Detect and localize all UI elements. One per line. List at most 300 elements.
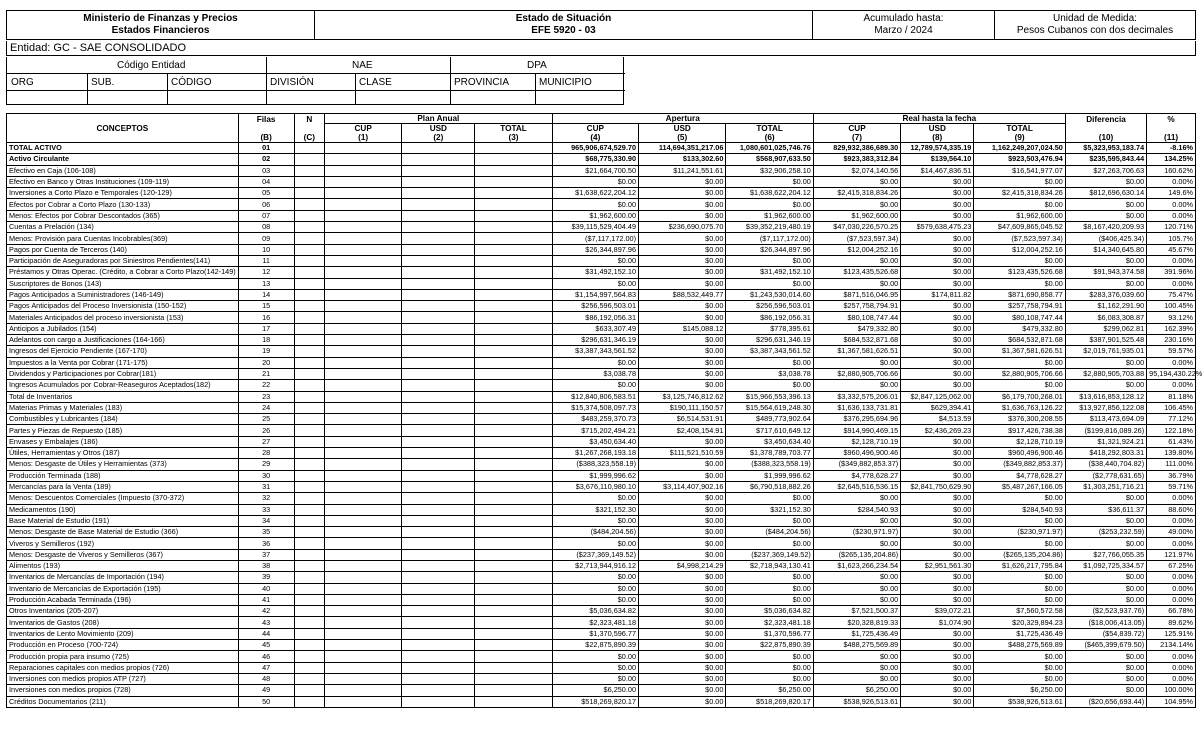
cell-real-usd: $0.00 bbox=[901, 244, 974, 255]
cell-plan-usd bbox=[402, 188, 475, 199]
cell-plan-cup bbox=[325, 560, 402, 571]
cell-apertura-total: $296,631,346.19 bbox=[726, 335, 813, 346]
row-concept: Producción propia para insumo (725) bbox=[7, 651, 239, 662]
cell-diferencia: $13,616,853,128.12 bbox=[1065, 391, 1146, 402]
row-n bbox=[294, 380, 324, 391]
cell-plan-cup bbox=[325, 549, 402, 560]
row-fila: 42 bbox=[238, 606, 294, 617]
row-n bbox=[294, 199, 324, 210]
cell-real-usd: $0.00 bbox=[901, 662, 974, 673]
cell-diferencia: $14,340,645.80 bbox=[1065, 244, 1146, 255]
row-concept: Combustibles y Lubricantes (184) bbox=[7, 414, 239, 425]
table-row bbox=[7, 640, 1196, 651]
cell-pct: 0.00% bbox=[1147, 538, 1196, 549]
row-fila: 01 bbox=[238, 143, 294, 154]
cell-plan-total bbox=[475, 572, 552, 583]
cell-plan-usd bbox=[402, 267, 475, 278]
cell-real-total: $0.00 bbox=[974, 673, 1065, 684]
dpa-label: DPA bbox=[527, 60, 547, 71]
cell-apertura-total: $0.00 bbox=[726, 594, 813, 605]
row-fila: 38 bbox=[238, 560, 294, 571]
cell-real-cup: $1,962,600.00 bbox=[813, 210, 900, 221]
cell-plan-cup bbox=[325, 176, 402, 187]
cell-diferencia: $299,062.81 bbox=[1065, 323, 1146, 334]
cell-diferencia: $27,263,706.63 bbox=[1065, 165, 1146, 176]
cell-plan-total bbox=[475, 527, 552, 538]
row-n bbox=[294, 357, 324, 368]
cell-apertura-total: $6,790,518,882.26 bbox=[726, 481, 813, 492]
row-n bbox=[294, 583, 324, 594]
cell-apertura-cup: $0.00 bbox=[552, 594, 638, 605]
cell-plan-total bbox=[475, 617, 552, 628]
row-n bbox=[294, 233, 324, 244]
row-n bbox=[294, 222, 324, 233]
cell-real-total: $284,540.93 bbox=[974, 504, 1065, 515]
cell-real-total: $47,609,865,045.52 bbox=[974, 222, 1065, 233]
cell-diferencia: $27,766,055.35 bbox=[1065, 549, 1146, 560]
cell-plan-total bbox=[475, 436, 552, 447]
cell-real-total: $1,636,763,126.22 bbox=[974, 402, 1065, 413]
cell-apertura-cup: $3,387,343,561.52 bbox=[552, 346, 638, 357]
cell-plan-total bbox=[475, 199, 552, 210]
cell-apertura-cup: $0.00 bbox=[552, 255, 638, 266]
report-header bbox=[6, 10, 1196, 40]
cell-plan-usd bbox=[402, 289, 475, 300]
table-row bbox=[7, 448, 1196, 459]
cell-pct: 106.45% bbox=[1147, 402, 1196, 413]
cell-real-usd: $0.00 bbox=[901, 312, 974, 323]
row-concept: Inventarios de Mercancías de Importación (194) bbox=[7, 572, 239, 583]
cell-plan-total bbox=[475, 402, 552, 413]
cell-apertura-cup: $1,999,996.62 bbox=[552, 470, 638, 481]
row-n bbox=[294, 143, 324, 154]
cell-real-usd: $0.00 bbox=[901, 538, 974, 549]
cell-apertura-total: $489,773,902.64 bbox=[726, 414, 813, 425]
cell-apertura-total: $22,875,890.39 bbox=[726, 640, 813, 651]
row-concept: Producción Acabada Terminada (196) bbox=[7, 594, 239, 605]
cell-real-usd: $0.00 bbox=[901, 572, 974, 583]
cell-apertura-total: $778,395.61 bbox=[726, 323, 813, 334]
row-n bbox=[294, 685, 324, 696]
cell-pct: 49.00% bbox=[1147, 527, 1196, 538]
cell-apertura-total: 1,080,601,025,746.76 bbox=[726, 143, 813, 154]
table-row bbox=[7, 267, 1196, 278]
cell-real-total: $2,880,905,706.66 bbox=[974, 368, 1065, 379]
row-concept: Anticipos a Jubilados (154) bbox=[7, 323, 239, 334]
table-row bbox=[7, 538, 1196, 549]
cell-real-total: $0.00 bbox=[974, 380, 1065, 391]
row-fila: 37 bbox=[238, 549, 294, 560]
cell-pct: 0.00% bbox=[1147, 572, 1196, 583]
row-fila: 22 bbox=[238, 380, 294, 391]
cell-apertura-total: $0.00 bbox=[726, 278, 813, 289]
cell-apertura-usd: $0.00 bbox=[639, 176, 726, 187]
cell-apertura-usd: $0.00 bbox=[639, 628, 726, 639]
cell-diferencia: $418,292,803.31 bbox=[1065, 448, 1146, 459]
cell-apertura-total: $1,999,996.62 bbox=[726, 470, 813, 481]
cell-plan-total bbox=[475, 448, 552, 459]
cell-real-cup: $2,074,140.56 bbox=[813, 165, 900, 176]
col-apertura-cup: CUP (4) bbox=[552, 124, 638, 143]
cell-apertura-cup: $1,962,600.00 bbox=[552, 210, 638, 221]
cell-plan-usd bbox=[402, 481, 475, 492]
row-n bbox=[294, 188, 324, 199]
cell-real-cup: $1,623,266,234.54 bbox=[813, 560, 900, 571]
cell-plan-cup bbox=[325, 685, 402, 696]
cell-plan-cup bbox=[325, 617, 402, 628]
cell-plan-cup bbox=[325, 538, 402, 549]
table-row bbox=[7, 685, 1196, 696]
cell-real-total: $20,329,894.23 bbox=[974, 617, 1065, 628]
cell-real-total: $684,532,871.68 bbox=[974, 335, 1065, 346]
cell-pct: 95,194,430.22% bbox=[1147, 368, 1196, 379]
cell-plan-usd bbox=[402, 673, 475, 684]
cell-apertura-cup: $2,323,481.18 bbox=[552, 617, 638, 628]
cell-real-total: $0.00 bbox=[974, 493, 1065, 504]
cell-pct: 149.6% bbox=[1147, 188, 1196, 199]
cell-real-usd: $0.00 bbox=[901, 357, 974, 368]
cell-plan-total bbox=[475, 459, 552, 470]
cell-real-cup: $0.00 bbox=[813, 357, 900, 368]
cell-diferencia: $13,927,856,122.08 bbox=[1065, 402, 1146, 413]
cell-plan-total bbox=[475, 233, 552, 244]
cell-apertura-usd: $0.00 bbox=[639, 312, 726, 323]
report-title: Estado de Situación bbox=[515, 13, 612, 24]
cell-real-total: ($265,135,204.86) bbox=[974, 549, 1065, 560]
cell-apertura-usd: $0.00 bbox=[639, 640, 726, 651]
cell-apertura-total: $0.00 bbox=[726, 493, 813, 504]
row-fila: 13 bbox=[238, 278, 294, 289]
table-row bbox=[7, 606, 1196, 617]
cell-plan-cup bbox=[325, 583, 402, 594]
cell-pct: 93.12% bbox=[1147, 312, 1196, 323]
cell-apertura-usd: $0.00 bbox=[639, 188, 726, 199]
cell-real-usd: $0.00 bbox=[901, 594, 974, 605]
cell-apertura-cup: ($7,117,172.00) bbox=[552, 233, 638, 244]
cell-real-usd: $0.00 bbox=[901, 436, 974, 447]
period-label: Acumulado hasta: bbox=[863, 13, 944, 24]
cell-apertura-usd: $0.00 bbox=[639, 233, 726, 244]
table-row bbox=[7, 662, 1196, 673]
cell-apertura-usd: $0.00 bbox=[639, 572, 726, 583]
cell-apertura-total: $0.00 bbox=[726, 255, 813, 266]
cell-pct: 121.97% bbox=[1147, 549, 1196, 560]
row-fila: 40 bbox=[238, 583, 294, 594]
cell-real-usd: $0.00 bbox=[901, 210, 974, 221]
row-concept: Base Material de Estudio (191) bbox=[7, 515, 239, 526]
row-concept: Pagos por Cuenta de Terceros (140) bbox=[7, 244, 239, 255]
cell-plan-cup bbox=[325, 662, 402, 673]
balance-table bbox=[6, 113, 1202, 708]
cell-real-total: ($230,971.97) bbox=[974, 527, 1065, 538]
cell-plan-usd bbox=[402, 617, 475, 628]
cell-apertura-cup: $5,036,634.82 bbox=[552, 606, 638, 617]
col-pct: % (11) bbox=[1147, 114, 1196, 143]
cell-plan-total bbox=[475, 651, 552, 662]
cell-real-usd: $0.00 bbox=[901, 323, 974, 334]
row-fila: 47 bbox=[238, 662, 294, 673]
row-concept: Pagos Anticipados del Proceso Inversionista (150-152) bbox=[7, 301, 239, 312]
cell-plan-usd bbox=[402, 436, 475, 447]
cell-real-cup: $284,540.93 bbox=[813, 504, 900, 515]
cell-plan-usd bbox=[402, 210, 475, 221]
table-row bbox=[7, 515, 1196, 526]
cell-diferencia: ($465,399,679.50) bbox=[1065, 640, 1146, 651]
cell-diferencia: ($20,656,693.44) bbox=[1065, 696, 1146, 707]
cell-apertura-usd: $0.00 bbox=[639, 278, 726, 289]
cell-plan-total bbox=[475, 560, 552, 571]
cell-apertura-total: $1,370,596.77 bbox=[726, 628, 813, 639]
cell-plan-total bbox=[475, 662, 552, 673]
cell-apertura-usd: $236,690,075.70 bbox=[639, 222, 726, 233]
cell-diferencia: $1,162,291.90 bbox=[1065, 301, 1146, 312]
cell-plan-usd bbox=[402, 143, 475, 154]
cell-real-cup: $0.00 bbox=[813, 673, 900, 684]
cell-real-usd: $0.00 bbox=[901, 493, 974, 504]
cell-plan-total bbox=[475, 143, 552, 154]
cell-plan-cup bbox=[325, 640, 402, 651]
cell-apertura-total: $86,192,056.31 bbox=[726, 312, 813, 323]
cell-plan-usd bbox=[402, 154, 475, 165]
cell-diferencia: $0.00 bbox=[1065, 572, 1146, 583]
cell-apertura-total: $1,243,530,014.60 bbox=[726, 289, 813, 300]
cell-apertura-total: $1,962,600.00 bbox=[726, 210, 813, 221]
cell-apertura-usd: $4,998,214.29 bbox=[639, 560, 726, 571]
cell-plan-cup bbox=[325, 210, 402, 221]
cell-apertura-total: ($484,204.56) bbox=[726, 527, 813, 538]
row-fila: 16 bbox=[238, 312, 294, 323]
cell-plan-total bbox=[475, 176, 552, 187]
row-concept: Alimentos (193) bbox=[7, 560, 239, 571]
cell-plan-total bbox=[475, 289, 552, 300]
cell-apertura-cup: $22,875,890.39 bbox=[552, 640, 638, 651]
cell-diferencia: $0.00 bbox=[1065, 594, 1146, 605]
row-concept: Inversiones con medios propios ATP (727) bbox=[7, 673, 239, 684]
cell-apertura-total: $26,344,897.96 bbox=[726, 244, 813, 255]
cell-diferencia: $812,696,630.14 bbox=[1065, 188, 1146, 199]
row-fila: 02 bbox=[238, 154, 294, 165]
cell-pct: 0.00% bbox=[1147, 210, 1196, 221]
cell-diferencia: $2,880,905,703.88 bbox=[1065, 368, 1146, 379]
cell-real-usd: $0.00 bbox=[901, 199, 974, 210]
cell-pct: 120.71% bbox=[1147, 222, 1196, 233]
table-row bbox=[7, 425, 1196, 436]
table-row bbox=[7, 493, 1196, 504]
cell-diferencia: $2,019,761,935.01 bbox=[1065, 346, 1146, 357]
cell-pct: 0.00% bbox=[1147, 255, 1196, 266]
cell-real-usd: $0.00 bbox=[901, 380, 974, 391]
cell-real-usd: $2,841,750,629.90 bbox=[901, 481, 974, 492]
row-n bbox=[294, 640, 324, 651]
clase-label: CLASE bbox=[359, 77, 392, 88]
cell-apertura-cup: $6,250.00 bbox=[552, 685, 638, 696]
cell-plan-cup bbox=[325, 425, 402, 436]
cell-real-total: $12,004,252.16 bbox=[974, 244, 1065, 255]
cell-real-cup: 829,932,386,689.30 bbox=[813, 143, 900, 154]
cell-real-total: $6,250.00 bbox=[974, 685, 1065, 696]
cell-pct: 104.95% bbox=[1147, 696, 1196, 707]
cell-diferencia: $0.00 bbox=[1065, 357, 1146, 368]
row-n bbox=[294, 278, 324, 289]
col-plan-cup: CUP (1) bbox=[325, 124, 402, 143]
cell-apertura-usd: $133,302.60 bbox=[639, 154, 726, 165]
row-n bbox=[294, 560, 324, 571]
cell-real-total: $0.00 bbox=[974, 278, 1065, 289]
row-concept: Inversiones a Corto Plazo e Temporales (120-129) bbox=[7, 188, 239, 199]
cell-plan-usd bbox=[402, 470, 475, 481]
cell-real-usd: $0.00 bbox=[901, 233, 974, 244]
cell-apertura-cup: $0.00 bbox=[552, 538, 638, 549]
cell-real-cup: $923,383,312.84 bbox=[813, 154, 900, 165]
row-concept: Efectivo en Banco y Otras Instituciones (109-119) bbox=[7, 176, 239, 187]
row-fila: 45 bbox=[238, 640, 294, 651]
cell-apertura-cup: $1,267,268,193.18 bbox=[552, 448, 638, 459]
cell-plan-cup bbox=[325, 323, 402, 334]
cell-real-total: $7,560,572.58 bbox=[974, 606, 1065, 617]
cell-real-usd: $2,436,269.23 bbox=[901, 425, 974, 436]
org-label: ORG bbox=[11, 77, 34, 88]
cell-diferencia: $36,611.37 bbox=[1065, 504, 1146, 515]
cell-diferencia: ($54,839.72) bbox=[1065, 628, 1146, 639]
cell-plan-cup bbox=[325, 267, 402, 278]
row-n bbox=[294, 448, 324, 459]
cell-apertura-cup: $39,115,529,404.49 bbox=[552, 222, 638, 233]
cell-diferencia: $0.00 bbox=[1065, 538, 1146, 549]
cell-real-total: $479,332.80 bbox=[974, 323, 1065, 334]
table-row bbox=[7, 481, 1196, 492]
row-fila: 12 bbox=[238, 267, 294, 278]
cell-apertura-usd: $2,408,154.91 bbox=[639, 425, 726, 436]
col-plan-total: TOTAL (3) bbox=[475, 124, 552, 143]
cell-apertura-total: $0.00 bbox=[726, 199, 813, 210]
table-row bbox=[7, 176, 1196, 187]
cell-real-total: $0.00 bbox=[974, 199, 1065, 210]
cell-apertura-usd: $0.00 bbox=[639, 696, 726, 707]
cell-plan-total bbox=[475, 188, 552, 199]
sub-label: SUB. bbox=[91, 77, 115, 88]
cell-diferencia: $0.00 bbox=[1065, 255, 1146, 266]
cell-plan-usd bbox=[402, 391, 475, 402]
cell-plan-usd bbox=[402, 696, 475, 707]
cell-apertura-usd: $0.00 bbox=[639, 685, 726, 696]
cell-real-cup: $2,880,905,706.66 bbox=[813, 368, 900, 379]
cell-real-total: $871,690,858.77 bbox=[974, 289, 1065, 300]
col-apertura: Apertura bbox=[552, 114, 813, 124]
cell-plan-cup bbox=[325, 504, 402, 515]
row-n bbox=[294, 312, 324, 323]
table-row bbox=[7, 244, 1196, 255]
row-fila: 09 bbox=[238, 233, 294, 244]
table-row bbox=[7, 696, 1196, 707]
cell-apertura-usd: $0.00 bbox=[639, 301, 726, 312]
cell-apertura-total: $6,250.00 bbox=[726, 685, 813, 696]
cell-real-cup: $1,725,436.49 bbox=[813, 628, 900, 639]
row-concept: Producción Terminada (188) bbox=[7, 470, 239, 481]
col-apertura-total: TOTAL (6) bbox=[726, 124, 813, 143]
cell-plan-total bbox=[475, 504, 552, 515]
cell-diferencia: ($2,778,631.65) bbox=[1065, 470, 1146, 481]
col-n: N (C) bbox=[294, 114, 324, 143]
cell-real-usd: $0.00 bbox=[901, 459, 974, 470]
cell-apertura-usd: $0.00 bbox=[639, 606, 726, 617]
cell-pct: 0.00% bbox=[1147, 357, 1196, 368]
cell-plan-total bbox=[475, 335, 552, 346]
cell-apertura-cup: $0.00 bbox=[552, 662, 638, 673]
cell-apertura-usd: $0.00 bbox=[639, 594, 726, 605]
cell-apertura-cup: $31,492,152.10 bbox=[552, 267, 638, 278]
cell-apertura-total: $32,906,258.10 bbox=[726, 165, 813, 176]
cell-plan-cup bbox=[325, 673, 402, 684]
cell-apertura-total: ($7,117,172.00) bbox=[726, 233, 813, 244]
table-row bbox=[7, 222, 1196, 233]
cell-real-cup: $2,128,710.19 bbox=[813, 436, 900, 447]
cell-real-cup: $960,496,900.46 bbox=[813, 448, 900, 459]
cell-apertura-cup: $256,596,503.01 bbox=[552, 301, 638, 312]
row-concept: Participación de Aseguradoras por Siniestros Pendientes(141) bbox=[7, 255, 239, 266]
cell-real-cup: $6,250.00 bbox=[813, 685, 900, 696]
cell-plan-cup bbox=[325, 301, 402, 312]
cell-real-total: $1,367,581,626.51 bbox=[974, 346, 1065, 357]
cell-plan-usd bbox=[402, 380, 475, 391]
table-row bbox=[7, 335, 1196, 346]
cell-apertura-usd: $0.00 bbox=[639, 651, 726, 662]
cell-real-cup: $123,435,526.68 bbox=[813, 267, 900, 278]
row-concept: Ingresos Acumulados por Cobrar-Reaseguros Aceptados(182) bbox=[7, 380, 239, 391]
cell-pct: 105.7% bbox=[1147, 233, 1196, 244]
cell-real-usd: $0.00 bbox=[901, 685, 974, 696]
cell-apertura-cup: $86,192,056.31 bbox=[552, 312, 638, 323]
cell-plan-cup bbox=[325, 188, 402, 199]
cell-plan-usd bbox=[402, 504, 475, 515]
table-row bbox=[7, 594, 1196, 605]
cell-real-usd: $0.00 bbox=[901, 549, 974, 560]
row-n bbox=[294, 210, 324, 221]
cell-plan-usd bbox=[402, 651, 475, 662]
row-n bbox=[294, 628, 324, 639]
cell-pct: 160.62% bbox=[1147, 165, 1196, 176]
cell-real-total: $0.00 bbox=[974, 662, 1065, 673]
cell-plan-cup bbox=[325, 572, 402, 583]
row-fila: 27 bbox=[238, 436, 294, 447]
cell-plan-cup bbox=[325, 594, 402, 605]
table-row bbox=[7, 346, 1196, 357]
cell-real-cup: $0.00 bbox=[813, 176, 900, 187]
cell-apertura-cup: $483,259,370.73 bbox=[552, 414, 638, 425]
cell-real-total: $2,415,318,834.26 bbox=[974, 188, 1065, 199]
cell-real-cup: $0.00 bbox=[813, 199, 900, 210]
provincia-label: PROVINCIA bbox=[454, 77, 510, 88]
cell-apertura-total: $0.00 bbox=[726, 538, 813, 549]
cell-real-usd: $1,074.90 bbox=[901, 617, 974, 628]
cell-apertura-usd: $0.00 bbox=[639, 368, 726, 379]
row-n bbox=[294, 538, 324, 549]
table-row bbox=[7, 651, 1196, 662]
table-row bbox=[7, 628, 1196, 639]
cell-apertura-cup: $296,631,346.19 bbox=[552, 335, 638, 346]
cell-apertura-usd: $0.00 bbox=[639, 210, 726, 221]
table-row bbox=[7, 188, 1196, 199]
report-title-block bbox=[315, 11, 813, 39]
row-concept: Menos: Efectos por Cobrar Descontados (365) bbox=[7, 210, 239, 221]
cell-plan-total bbox=[475, 628, 552, 639]
table-row bbox=[7, 233, 1196, 244]
cell-plan-total bbox=[475, 323, 552, 334]
table-row bbox=[7, 391, 1196, 402]
table-row bbox=[7, 357, 1196, 368]
cell-real-total: $4,778,628.27 bbox=[974, 470, 1065, 481]
cell-apertura-cup: $0.00 bbox=[552, 176, 638, 187]
table-row bbox=[7, 199, 1196, 210]
